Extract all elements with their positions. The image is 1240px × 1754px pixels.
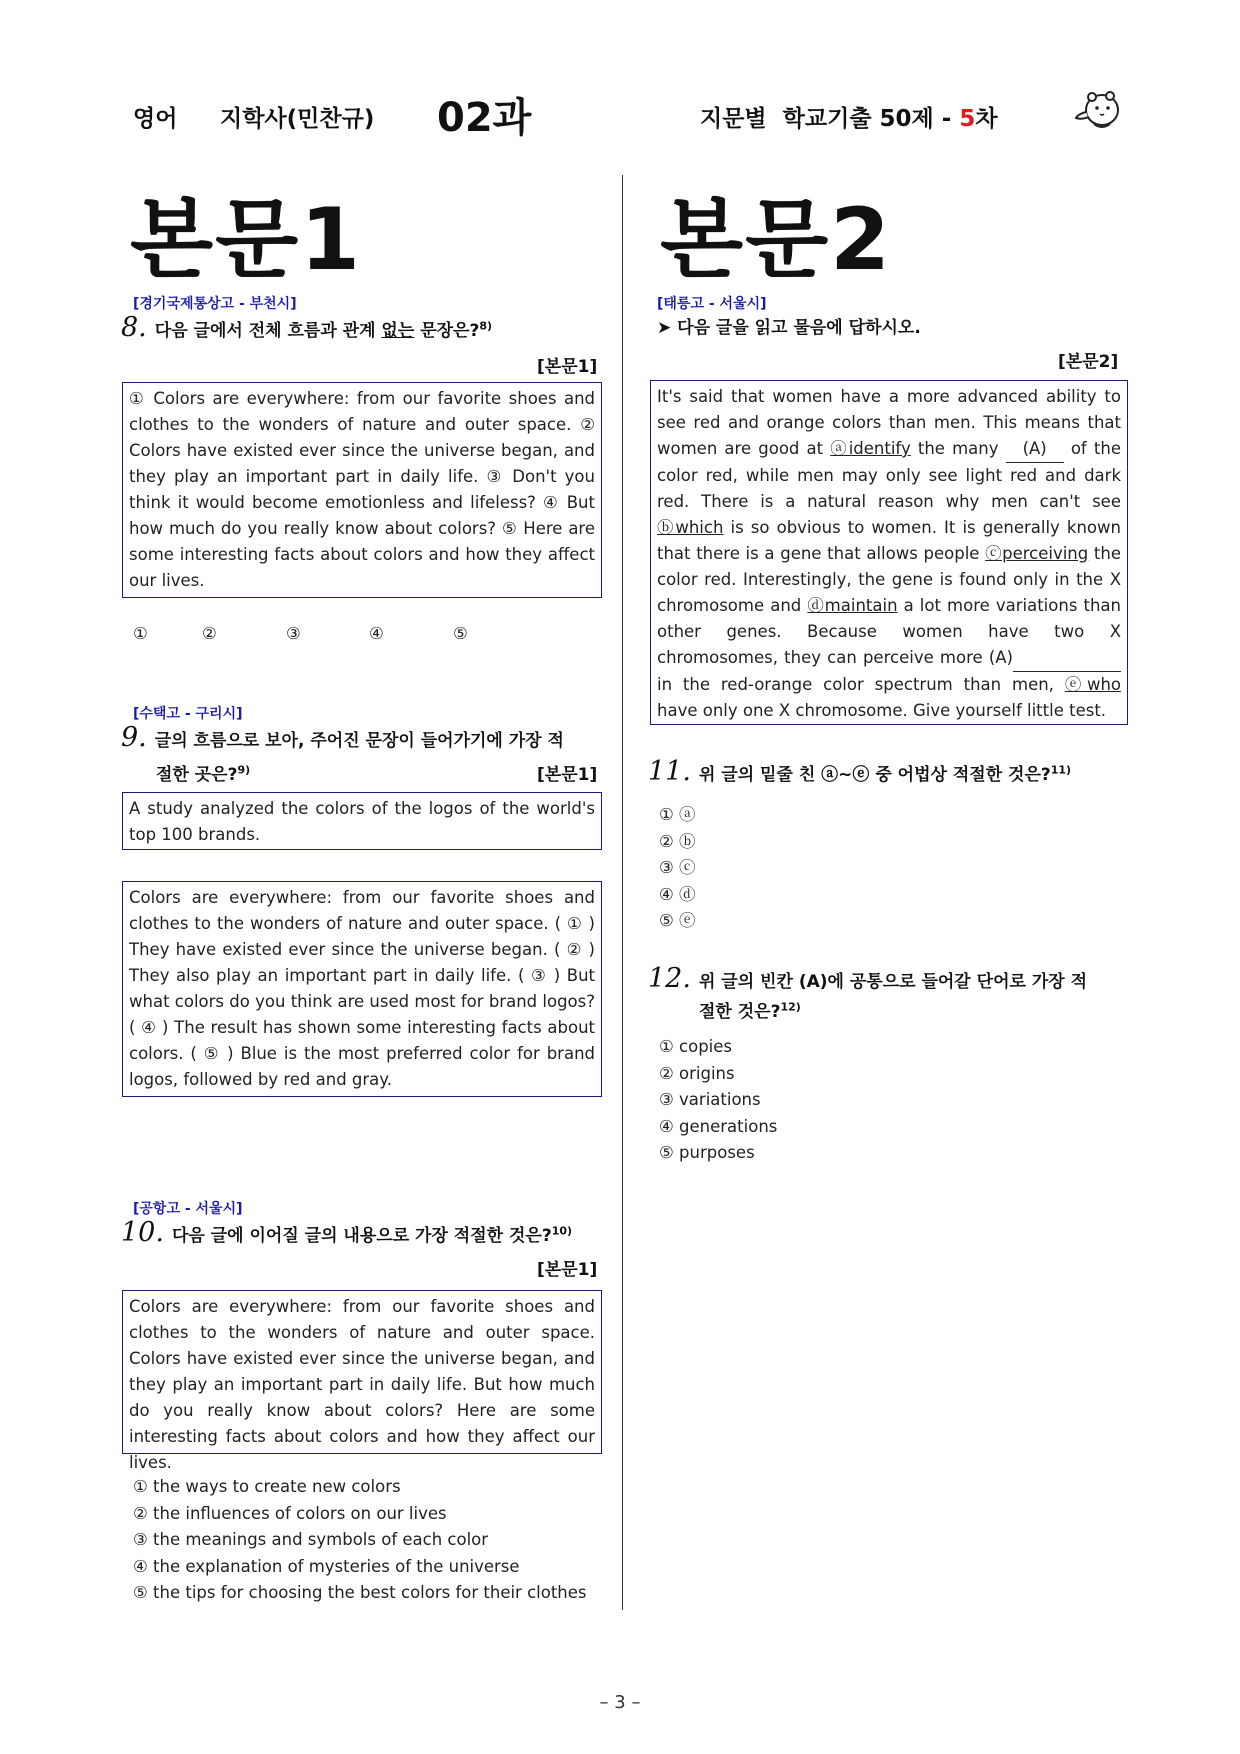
left-section-title: 본문1 xyxy=(130,190,362,290)
q12-option-2[interactable]: ② origins xyxy=(659,1063,735,1083)
q12-option-5[interactable]: ⑤ purposes xyxy=(659,1143,755,1162)
q10-option-1[interactable]: ① the ways to create new colors xyxy=(133,1477,401,1496)
subject-label: 영어 xyxy=(133,106,178,132)
q11-option-5[interactable]: ⑤ ⓔ xyxy=(659,911,696,930)
q10-tag: [본문1] xyxy=(537,1260,598,1280)
rp-text-8: have only one X chromosome. Give yourself little test. xyxy=(657,701,1107,720)
q11-options xyxy=(659,802,696,935)
rp-underline-c: ⓒperceiving xyxy=(985,544,1089,563)
q9-note: 9) xyxy=(237,763,251,777)
q10-option-5[interactable]: ⑤ the tips for choosing the best colors for their clothes xyxy=(133,1583,587,1602)
right-instruction: ➤ 다음 글을 읽고 물음에 답하시오. xyxy=(657,318,921,338)
q10-note: 10) xyxy=(551,1224,573,1238)
q10-option-2[interactable]: ② the influences of colors on our lives xyxy=(133,1503,447,1523)
series-suffix: 차 xyxy=(975,106,998,132)
q8-text-a: 다음 글에서 전체 흐름과 관계 xyxy=(154,321,382,341)
q8-source: [경기국제통상고 - 부천시] xyxy=(133,296,297,312)
q8-option-4[interactable]: ④ xyxy=(369,624,384,643)
q10-source: [공항고 - 서울시] xyxy=(133,1201,243,1217)
q10-passage: Colors are everywhere: from our favorite shoes and clothes to the wonders of nature and outer space. Colors have existed ever since the universe began, and they play an important part in daily life. But how much do you really know about colors? Here are some interesting facts about colors and how they affect our lives. xyxy=(122,1290,602,1454)
q12-question-line2 xyxy=(699,997,801,1022)
q8-option-3[interactable]: ③ xyxy=(286,624,301,643)
rp-underline-d: ⓓmaintain xyxy=(807,596,898,615)
rp-blank-a2-label: (A) xyxy=(988,648,1013,667)
rp-text-2: the many xyxy=(910,439,1006,458)
q11-option-4[interactable]: ④ ⓓ xyxy=(659,884,696,904)
q12-note: 12) xyxy=(780,1000,801,1014)
right-tag: [본문2] xyxy=(1058,352,1119,372)
q10-text: 다음 글에 이어질 글의 내용으로 가장 적절한 것은? xyxy=(171,1226,552,1246)
q10-option-3[interactable]: ③ the meanings and symbols of each color xyxy=(133,1530,489,1549)
q11-number: 11. xyxy=(648,756,691,787)
series-prefix: 지문별 학교기출 50제 - xyxy=(700,106,960,132)
q8-text-b: 문장은? xyxy=(414,321,480,341)
column-divider xyxy=(622,175,623,1610)
rp-blank-a: (A) xyxy=(1006,436,1064,463)
q12-option-4[interactable]: ④ generations xyxy=(659,1116,778,1136)
rp-text-7: in the red-orange color spectrum than men, xyxy=(657,675,1065,694)
q8-text-underlined: 없는 xyxy=(381,321,415,341)
rp-text-4: is so obvious to women. It is generally known that there is a gene that allows people xyxy=(657,518,1121,563)
publisher-label: 지학사(민찬규) xyxy=(220,106,375,132)
q10-question xyxy=(121,1217,572,1248)
right-passage xyxy=(650,380,1128,725)
page-number: – 3 – xyxy=(599,1692,641,1713)
q12-options xyxy=(659,1034,777,1167)
rp-text-6: a lot more variations than other genes. Because women have two X chromosomes, they can perceive more xyxy=(657,596,1121,667)
q11-option-2[interactable]: ② ⓑ xyxy=(659,831,696,851)
q8-question xyxy=(121,312,492,343)
q11-option-3[interactable]: ③ ⓒ xyxy=(659,858,696,877)
lesson-label: 02과 xyxy=(437,95,532,141)
q12-option-3[interactable]: ③ variations xyxy=(659,1090,761,1109)
mascot-icon xyxy=(1072,86,1124,136)
q8-options xyxy=(133,624,468,643)
q10-options xyxy=(133,1474,587,1607)
series-number: 5 xyxy=(959,106,976,132)
q10-number: 10. xyxy=(121,1217,164,1248)
rp-blank-a2-line xyxy=(1013,645,1121,672)
q12-number: 12. xyxy=(648,963,691,994)
right-section-title: 본문2 xyxy=(660,190,892,290)
q12-question xyxy=(648,963,1087,994)
q11-option-1[interactable]: ① ⓐ xyxy=(659,805,696,824)
rp-underline-e: ⓔwho xyxy=(1064,675,1121,694)
q8-option-5[interactable]: ⑤ xyxy=(453,624,468,643)
q10-option-4[interactable]: ④ the explanation of mysteries of the universe xyxy=(133,1556,520,1576)
q8-option-2[interactable]: ② xyxy=(202,624,217,643)
rp-underline-b: ⓑwhich xyxy=(657,518,724,537)
right-source: [태릉고 - 서울시] xyxy=(657,296,767,312)
q8-note: 8) xyxy=(479,319,493,333)
rp-underline-a: ⓐidentify xyxy=(830,439,911,458)
q11-note: 11) xyxy=(1050,763,1072,777)
q8-number: 8. xyxy=(121,312,147,343)
q9-given-sentence: A study analyzed the colors of the logos of the world's top 100 brands. xyxy=(122,792,602,850)
q9-passage: Colors are everywhere: from our favorite shoes and clothes to the wonders of nature and outer space. ( ① ) They have existed ever since the universe began. ( ② ) They also play an important part in daily life. ( ③ ) But what colors do you think are used most for brand logos? ( ④ ) The result has shown some interesting facts about colors. ( ⑤ ) Blue is the most preferred color for brand logos, followed by red and gray. xyxy=(122,881,602,1097)
q12-option-1[interactable]: ① copies xyxy=(659,1037,733,1056)
rp-text-5: the color red. Interestingly, the gene is found only in the X chromosome and xyxy=(657,544,1122,615)
q9-text-line1: 글의 흐름으로 보아, 주어진 문장이 들어가기에 가장 적 xyxy=(154,731,564,751)
q8-option-1[interactable]: ① xyxy=(133,624,148,643)
q11-question xyxy=(648,756,1071,787)
q11-text: 위 글의 밑줄 친 ⓐ~ⓔ 중 어법상 적절한 것은? xyxy=(698,765,1051,785)
q9-tag: [본문1] xyxy=(537,765,598,785)
q9-source: [수택고 - 구리시] xyxy=(133,706,243,722)
q8-passage: ① Colors are everywhere: from our favorite shoes and clothes to the wonders of nature and outer space. ② Colors have existed ever since the universe began, and they play an important part in daily life. ③ Don't you think it would become emotionless and lifeless? ④ But how much do you really know about colors? ⑤ Here are some interesting facts about colors and how they affect our lives. xyxy=(122,382,602,598)
q8-tag: [본문1] xyxy=(537,357,598,377)
q9-question xyxy=(121,722,564,753)
rp-text-3: of the color red, while men may only see light red and dark red. There is a natural reason why men can't see xyxy=(657,439,1121,511)
q9-question-line2 xyxy=(156,760,250,785)
q9-text-line2: 절한 곳은? xyxy=(156,765,238,785)
series-label xyxy=(700,100,998,133)
q9-number: 9. xyxy=(121,722,147,753)
rp-text-1: It's said that women have a more advanced ability to see red and orange colors than men. This means that women are good at xyxy=(657,387,1121,458)
q12-text-line1: 위 글의 빈칸 (A)에 공통으로 들어갈 단어로 가장 적 xyxy=(698,972,1088,992)
q12-text-line2: 절한 것은? xyxy=(699,1002,781,1022)
